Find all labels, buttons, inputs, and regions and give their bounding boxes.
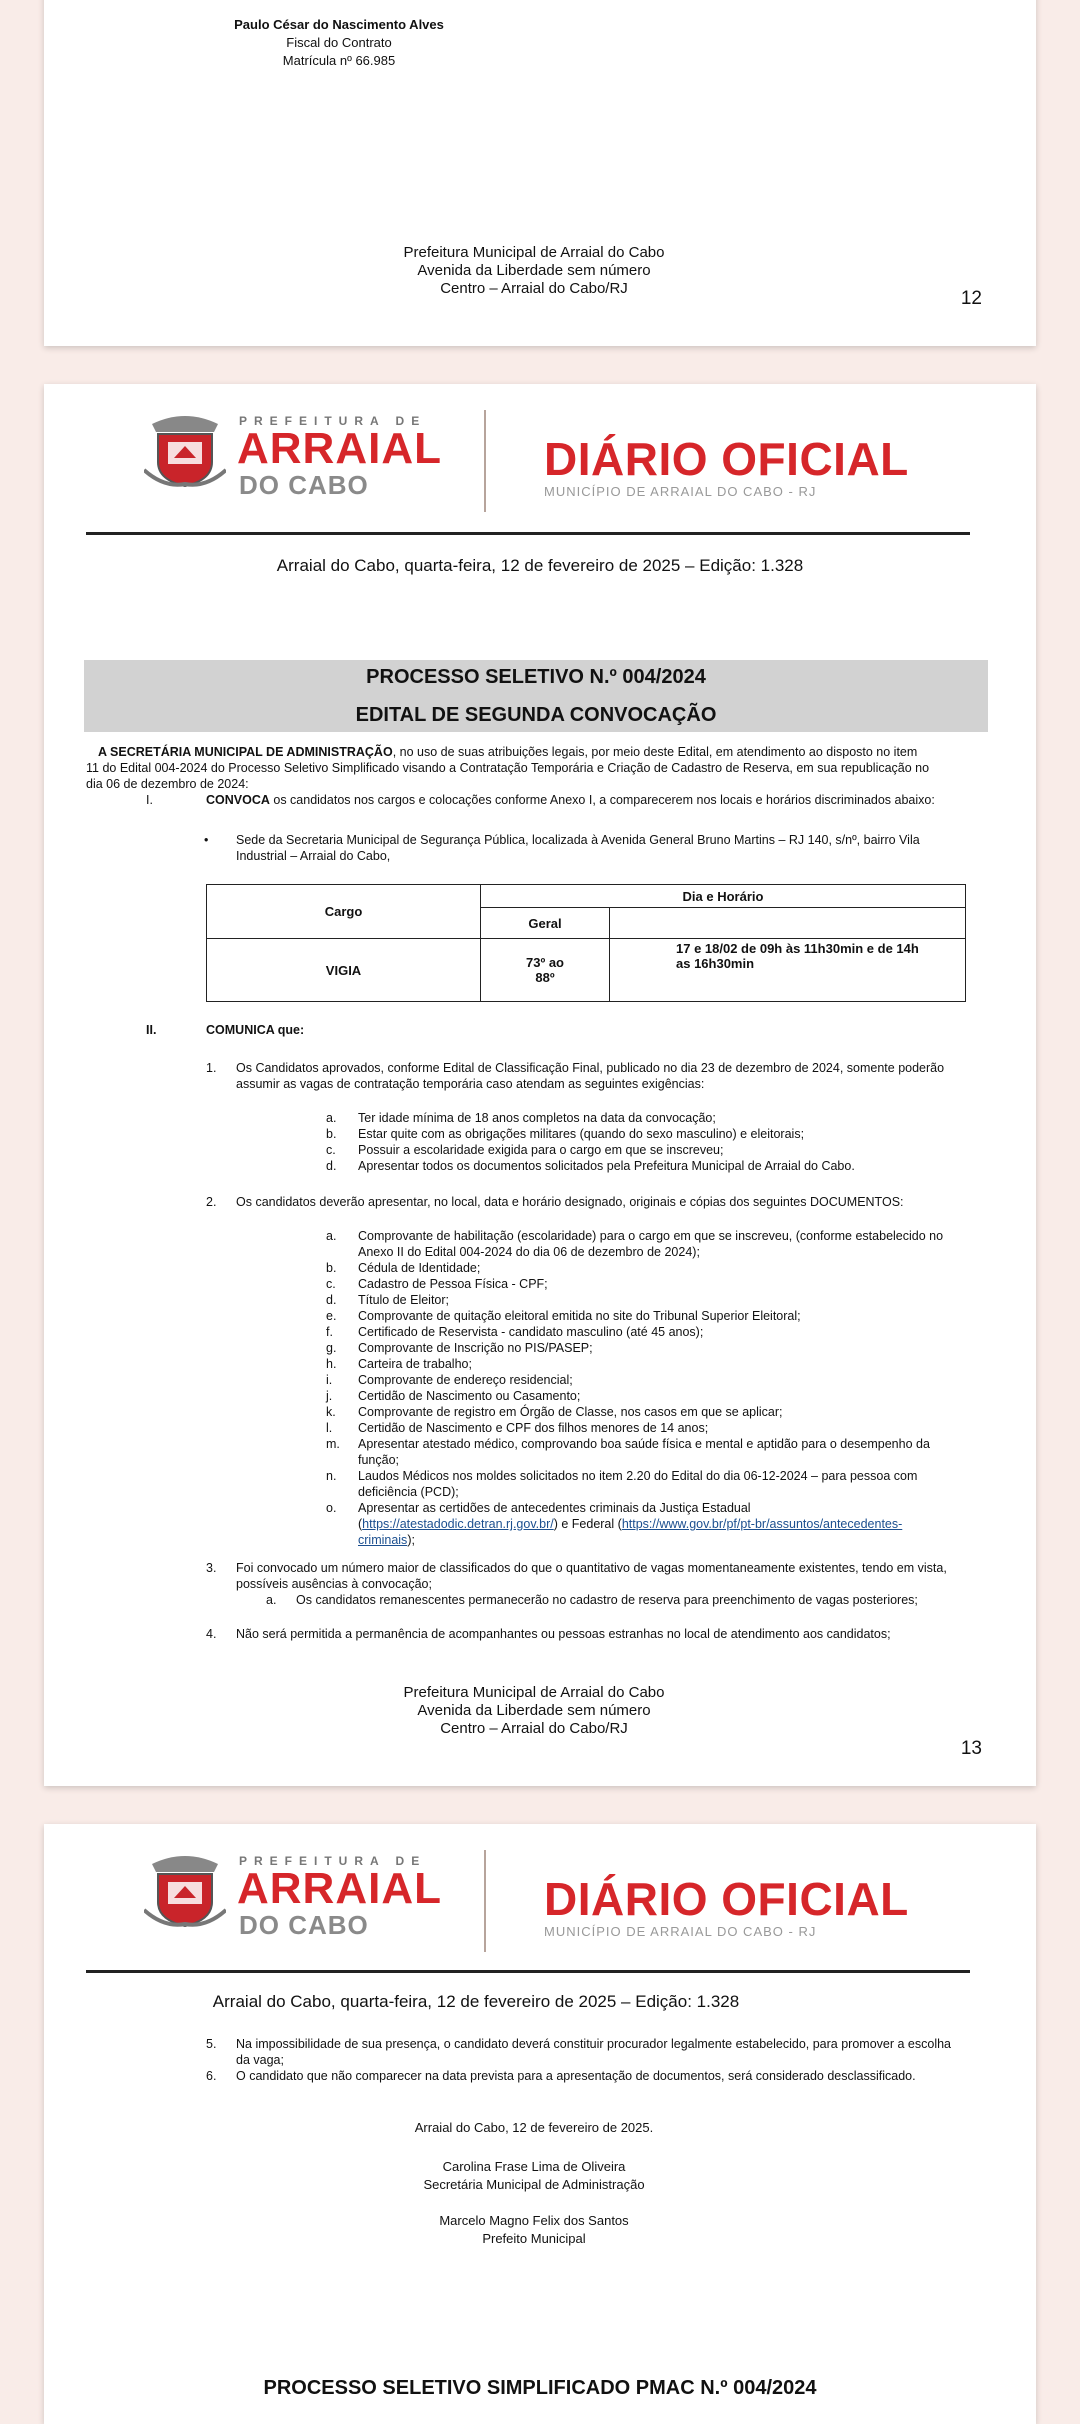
cell-horario bbox=[610, 939, 966, 1002]
intro-line: 11 do Edital 004-2024 do Processo Seletivo Simplificado visando a Contratação Temporária e Criação de Cadastro de Reserva, em sua republicação no bbox=[86, 761, 930, 775]
page-number: 12 bbox=[960, 288, 982, 309]
list-item: a. Comprovante de habilitação (escolaridade) para o cargo em que se inscreveu, (conforme estabelecido no Anexo II do Edital 004-2024 do dia 06 de dezembro de 2024); bbox=[326, 1229, 944, 1259]
list-item: m. Apresentar atestado médico, comprovando boa saúde física e mental e aptidão para o desempenho da função; bbox=[326, 1437, 930, 1467]
signer-name: Carolina Frase Lima de Oliveira bbox=[442, 2159, 626, 2174]
diario-oficial-title: DIÁRIO OFICIAL bbox=[544, 1873, 909, 1925]
item-3-number: 3. bbox=[206, 1561, 217, 1575]
section-ii-number: II. bbox=[146, 1023, 157, 1037]
section-i-number: I. bbox=[146, 793, 153, 807]
signature-secretary bbox=[344, 2158, 724, 2194]
item-line: Os Candidatos aprovados, conforme Edital de Classificação Final, publicado no dia 23 de dezembro de 2024, somente poderão bbox=[236, 1061, 945, 1075]
geral-line: 88º bbox=[535, 970, 555, 985]
horario-line: 17 e 18/02 de 09h às 11h30min e de 14h bbox=[676, 941, 919, 956]
item-3a-letter: a. bbox=[266, 1593, 277, 1607]
edition-line: Arraial do Cabo, quarta-feira, 12 de fevereiro de 2025 – Edição: 1.328 bbox=[276, 556, 804, 575]
list-item: d. Título de Eleitor; bbox=[326, 1293, 450, 1307]
footer-line: Centro – Arraial do Cabo/RJ bbox=[440, 1720, 628, 1737]
list-item: e. Comprovante de quitação eleitoral emitida no site do Tribunal Superior Eleitoral; bbox=[326, 1309, 801, 1323]
list-item: c. Possuir a escolaridade exigida para o cargo em que se inscreveu; bbox=[326, 1143, 724, 1157]
item-line: Na impossibilidade de sua presença, o candidato deverá constituir procurador legalmente estabelecido, para promover a escolha bbox=[236, 2037, 952, 2051]
convoca-text: os candidatos nos cargos e colocações conforme Anexo I, a comparecerem nos locais e horários discriminados abaixo: bbox=[269, 793, 935, 807]
municipio-subtitle: MUNICÍPIO DE ARRAIAL DO CABO - RJ bbox=[544, 1924, 817, 1939]
horario-line: as 16h30min bbox=[676, 956, 755, 971]
list-item: n. Laudos Médicos nos moldes solicitados no item 2.20 do Edital do dia 06-12-2024 – para pessoa com deficiência (PCD); bbox=[326, 1469, 918, 1499]
edition-line: Arraial do Cabo, quarta-feira, 12 de fevereiro de 2025 – Edição: 1.328 bbox=[212, 1992, 740, 2011]
list-item: a. Ter idade mínima de 18 anos completos na data da convocação; bbox=[326, 1111, 716, 1125]
item-1-text bbox=[236, 1060, 996, 1092]
header-rule bbox=[86, 1970, 970, 1973]
item-2-text: Os candidatos deverão apresentar, no local, data e horário designado, originais e cópias dos seguintes DOCUMENTOS: bbox=[236, 1195, 904, 1209]
coat-of-arms-icon bbox=[144, 1850, 226, 1930]
item-6-text: O candidato que não comparecer na data prevista para a apresentação de documentos, será considerado desclassificado. bbox=[236, 2069, 916, 2083]
list-item: k. Comprovante de registro em Órgão de Classe, nos casos em que se aplicar; bbox=[326, 1405, 783, 1419]
arraial-logo-text: ARRAIAL bbox=[237, 1864, 442, 1913]
coat-of-arms-icon bbox=[144, 410, 226, 490]
list-item: j. Certidão de Nascimento ou Casamento; bbox=[326, 1389, 581, 1403]
next-section-title: PROCESSO SELETIVO SIMPLIFICADO PMAC N.º 004/2024 bbox=[263, 2377, 817, 2399]
footer-line: Centro – Arraial do Cabo/RJ bbox=[440, 280, 628, 297]
diario-oficial-title: DIÁRIO OFICIAL bbox=[544, 433, 909, 485]
signature-date: Arraial do Cabo, 12 de fevereiro de 2025. bbox=[414, 2120, 654, 2135]
footer-line: Prefeitura Municipal de Arraial do Cabo bbox=[403, 244, 665, 261]
section-i-text bbox=[206, 792, 1006, 808]
footer-line: Avenida da Liberdade sem número bbox=[417, 262, 651, 279]
municipio-subtitle: MUNICÍPIO DE ARRAIAL DO CABO - RJ bbox=[544, 484, 817, 499]
signature-mayor bbox=[344, 2212, 724, 2248]
item-6-number: 6. bbox=[206, 2069, 217, 2083]
document-page-13 bbox=[44, 384, 1036, 1786]
footer-line: Avenida da Liberdade sem número bbox=[417, 1702, 651, 1719]
list-item: f. Certificado de Reservista - candidato masculino (até 45 anos); bbox=[326, 1325, 704, 1339]
list-item: o. Apresentar as certidões de antecedentes criminais da Justiça Estadual (https://atestadodic.detran.rj.gov.br/) e Federal (https://www.gov.br/pf/pt-br/assuntos/antecedentes- criminais); bbox=[326, 1501, 903, 1547]
diario-oficial-header bbox=[144, 1850, 924, 1950]
geral-line: 73º ao bbox=[526, 955, 564, 970]
signer-role: Secretária Municipal de Administração bbox=[423, 2177, 645, 2192]
item-5-text bbox=[236, 2036, 1006, 2068]
location-line: Industrial – Arraial do Cabo, bbox=[236, 849, 391, 863]
prefeitura-label: PREFEITURA DE bbox=[239, 1854, 427, 1868]
prefeitura-label: PREFEITURA DE bbox=[239, 414, 427, 428]
signer-registration: Matrícula nº 66.985 bbox=[282, 53, 396, 68]
bullet-icon: • bbox=[204, 833, 209, 847]
item-4-text: Não será permitida a permanência de acompanhantes ou pessoas estranhas no local de atendimento aos candidatos; bbox=[236, 1627, 891, 1641]
edital-title: EDITAL DE SEGUNDA CONVOCAÇÃO bbox=[355, 704, 717, 726]
convoca-label: CONVOCA bbox=[206, 793, 270, 807]
do-cabo-logo-text: DO CABO bbox=[239, 470, 369, 500]
header-geral: Geral bbox=[481, 908, 610, 939]
signer-role: Prefeito Municipal bbox=[482, 2231, 586, 2246]
diario-oficial-header bbox=[144, 410, 924, 510]
signature-block bbox=[174, 16, 504, 70]
item-3-text bbox=[236, 1560, 1006, 1592]
pf-link-cont[interactable]: criminais bbox=[358, 1533, 408, 1547]
list-item: h. Carteira de trabalho; bbox=[326, 1357, 472, 1371]
item-line: Foi convocado um número maior de classificados do que o quantitativo de vagas momentaneamente existentes, tendo em vista, bbox=[236, 1561, 947, 1575]
header-empty bbox=[610, 908, 966, 939]
intro-line: dia 06 de dezembro de 2024: bbox=[86, 777, 249, 791]
intro-bold: A SECRETÁRIA MUNICIPAL DE ADMINISTRAÇÃO bbox=[98, 745, 393, 759]
list-item: b. Cédula de Identidade; bbox=[326, 1261, 481, 1275]
do-cabo-logo-text: DO CABO bbox=[239, 1910, 369, 1940]
header-dia-horario: Dia e Horário bbox=[481, 885, 966, 908]
document-page-14 bbox=[44, 1824, 1036, 2424]
header-rule bbox=[86, 532, 970, 535]
intro-text: , no uso de suas atribuições legais, por meio deste Edital, em atendimento ao disposto no item bbox=[392, 745, 918, 759]
section-ii-title: COMUNICA que: bbox=[206, 1023, 305, 1037]
location-bullet bbox=[236, 832, 1006, 864]
item-4-number: 4. bbox=[206, 1627, 217, 1641]
page-footer bbox=[344, 244, 724, 298]
detran-link[interactable]: https://atestadodic.detran.rj.gov.br/ bbox=[362, 1517, 554, 1531]
page-number: 13 bbox=[960, 1738, 982, 1759]
location-line: Sede da Secretaria Municipal de Segurança Pública, localizada à Avenida General Bruno Martins – RJ 140, s/nº, bairro Vila bbox=[236, 833, 920, 847]
documents-list bbox=[326, 1228, 1016, 1548]
cell-cargo: VIGIA bbox=[207, 939, 481, 1002]
document-page-12 bbox=[44, 0, 1036, 346]
cell-geral bbox=[481, 939, 610, 1002]
header-divider bbox=[484, 1850, 486, 1952]
item-line: assumir as vagas de contratação temporária caso atendam as seguintes exigências: bbox=[236, 1077, 705, 1091]
list-item: l. Certidão de Nascimento e CPF dos filhos menores de 14 anos; bbox=[326, 1421, 709, 1435]
intro-paragraph bbox=[86, 744, 998, 792]
signer-role: Fiscal do Contrato bbox=[286, 35, 392, 50]
signer-name: Marcelo Magno Felix dos Santos bbox=[439, 2213, 629, 2228]
list-item: g. Comprovante de Inscrição no PIS/PASEP; bbox=[326, 1341, 593, 1355]
arraial-logo-text: ARRAIAL bbox=[237, 424, 442, 473]
header-cargo: Cargo bbox=[207, 885, 481, 939]
edital-title-box bbox=[84, 660, 988, 732]
pf-link[interactable]: https://www.gov.br/pf/pt-br/assuntos/antecedentes- bbox=[621, 1517, 903, 1531]
item-2-number: 2. bbox=[206, 1195, 217, 1209]
item-line: da vaga; bbox=[236, 2053, 284, 2067]
requirements-list bbox=[326, 1110, 996, 1174]
list-item: b. Estar quite com as obrigações militares (quando do sexo masculino) e eleitorais; bbox=[326, 1127, 805, 1141]
list-item: d. Apresentar todos os documentos solicitados pela Prefeitura Municipal de Arraial do Cabo. bbox=[326, 1159, 855, 1173]
list-item: c. Cadastro de Pessoa Física - CPF; bbox=[326, 1277, 548, 1291]
item-3a-text: Os candidatos remanescentes permanecerão no cadastro de reserva para preenchimento de vagas posteriores; bbox=[296, 1593, 918, 1607]
item-1-number: 1. bbox=[206, 1061, 217, 1075]
page-footer bbox=[344, 1684, 724, 1738]
item-5-number: 5. bbox=[206, 2037, 217, 2051]
process-title: PROCESSO SELETIVO N.º 004/2024 bbox=[366, 666, 706, 688]
signer-name: Paulo César do Nascimento Alves bbox=[234, 17, 444, 32]
footer-line: Prefeitura Municipal de Arraial do Cabo bbox=[403, 1684, 665, 1701]
item-line: possíveis ausências à convocação; bbox=[236, 1577, 432, 1591]
header-divider bbox=[484, 410, 486, 512]
list-item: i. Comprovante de endereço residencial; bbox=[326, 1373, 573, 1387]
schedule-table bbox=[206, 884, 966, 1002]
